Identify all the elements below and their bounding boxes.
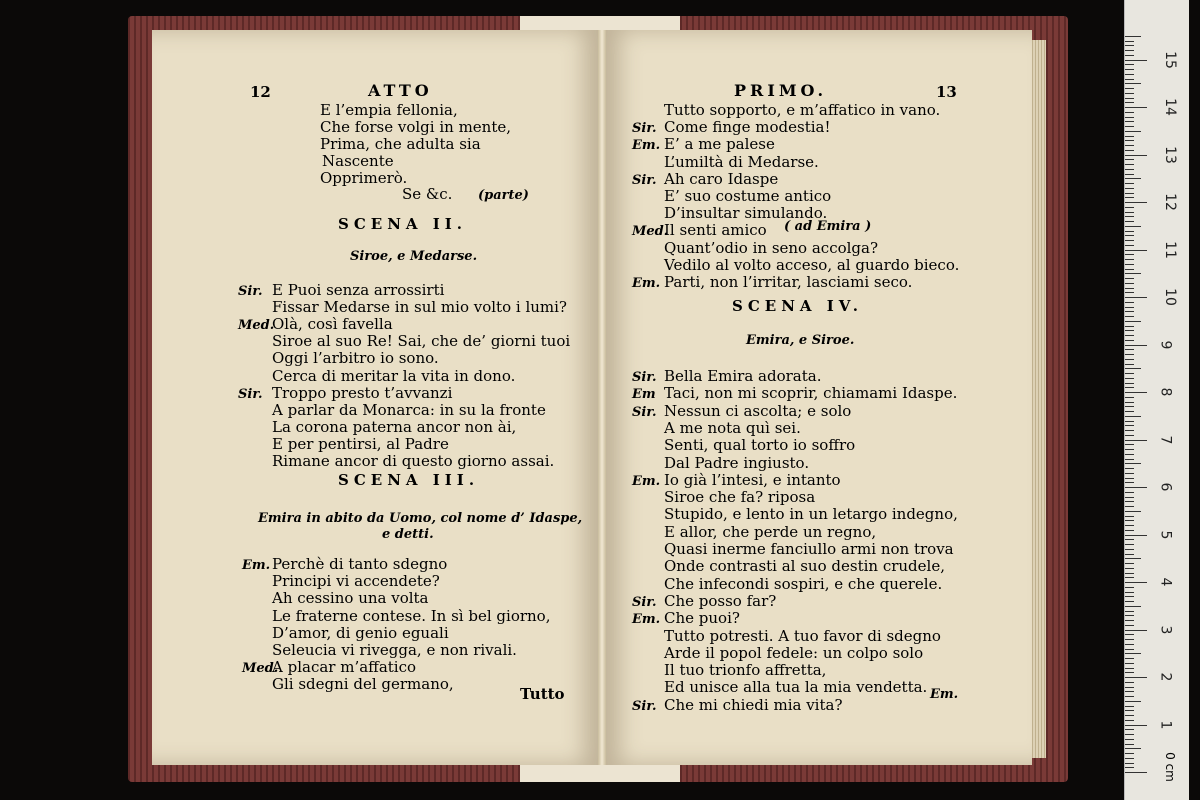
right-running-head: PRIMO.: [734, 81, 828, 100]
ruler-tick: [1125, 240, 1134, 241]
dialogue-line: A parlar da Monarca: in su la fronte: [272, 400, 546, 419]
ruler-tick: [1125, 60, 1147, 61]
dialogue-line: E allor, che perde un regno,: [664, 522, 877, 541]
ruler-tick: [1125, 701, 1141, 702]
ruler-tick: [1125, 79, 1134, 80]
ruler-tick: [1125, 615, 1134, 616]
speaker-label: Sir.: [632, 698, 657, 714]
ruler-tick: [1125, 620, 1134, 621]
ruler-tick: [1125, 150, 1134, 151]
ruler-tick: [1125, 649, 1134, 650]
ruler-tick: [1125, 216, 1134, 217]
dialogue-line: D’amor, di genio eguali: [272, 623, 449, 642]
dialogue-line: Che posso far?: [664, 591, 777, 610]
dialogue-line: Il tuo trionfo affretta,: [664, 661, 827, 680]
ruler-tick: [1125, 402, 1134, 403]
ruler-tick: [1125, 330, 1134, 331]
ruler-tick: [1125, 473, 1134, 474]
ruler-tick: [1125, 145, 1134, 146]
ruler-tick: [1125, 630, 1147, 631]
ruler-tick: [1125, 340, 1134, 341]
ruler-number: 13: [1161, 145, 1178, 164]
ruler-tick: [1125, 288, 1134, 289]
right-catchword: Em.: [930, 687, 959, 702]
ruler-tick: [1125, 202, 1147, 203]
ruler-tick: [1125, 302, 1134, 303]
ruler-tick: [1125, 193, 1134, 194]
ruler-tick: [1125, 720, 1134, 721]
ruler-tick: [1125, 492, 1134, 493]
ruler-tick: [1125, 378, 1134, 379]
dialogue-line: Ed unisce alla tua la mia vendetta.: [664, 678, 928, 697]
ruler-tick: [1125, 568, 1134, 569]
ruler-number: 1: [1157, 720, 1174, 729]
dialogue-line: E’ suo costume antico: [664, 187, 832, 205]
ruler-tick: [1125, 734, 1134, 735]
ruler-tick: [1125, 326, 1134, 327]
exit-line: Se &c.: [402, 185, 453, 203]
dialogue-line: A placar m’affatico: [272, 658, 417, 677]
speaker-label: Sir.: [632, 121, 657, 137]
ruler-tick: [1125, 197, 1134, 198]
ruler-tick: [1125, 50, 1134, 51]
speaker-label: Em.: [242, 558, 271, 573]
ruler-tick: [1125, 763, 1134, 764]
ruler-tick: [1125, 364, 1134, 365]
ruler-tick: [1125, 549, 1134, 550]
ruler-tick: [1125, 140, 1134, 141]
dialogue-line: Quant’odio in seno accolga?: [664, 238, 879, 257]
ruler-tick: [1125, 520, 1134, 521]
speaker-label: Em.: [632, 276, 661, 291]
ruler-tick: [1125, 634, 1134, 635]
ruler-tick: [1125, 406, 1134, 407]
ruler-tick: [1125, 435, 1134, 436]
ruler-tick: [1125, 563, 1134, 564]
ruler-tick: [1125, 349, 1134, 350]
ruler-tick: [1125, 245, 1134, 246]
ruler-tick: [1125, 392, 1147, 393]
ruler-tick: [1125, 55, 1134, 56]
ruler-number: 5: [1157, 530, 1174, 539]
left-page-number: 12: [250, 83, 271, 101]
ruler-tick: [1125, 359, 1134, 360]
ruler-tick: [1125, 126, 1134, 127]
ruler-tick: [1125, 69, 1134, 70]
dialogue-line: Il senti amico: [664, 221, 767, 240]
ruler-unit-label: 0 cm: [1162, 752, 1177, 782]
scene2-cast: Siroe, e Medarse.: [350, 249, 478, 264]
ruler-tick: [1125, 663, 1134, 664]
dialogue-line: Che mi chiedi mia vita?: [664, 695, 843, 714]
ruler-number: 2: [1157, 672, 1174, 682]
dialogue-line: Nessun ci ascolta; e solo: [664, 401, 852, 420]
ruler-tick: [1125, 625, 1134, 626]
ruler-tick: [1125, 758, 1134, 759]
ruler-tick: [1125, 653, 1141, 654]
ruler-tick: [1125, 74, 1134, 75]
ruler-tick: [1125, 710, 1134, 711]
ruler-number: 12: [1161, 193, 1178, 211]
ruler-tick: [1125, 416, 1141, 417]
ruler-tick: [1125, 292, 1134, 293]
dialogue-line: Arde il popol fedele: un colpo solo: [664, 643, 924, 662]
ruler-tick: [1125, 231, 1134, 232]
ruler-tick: [1125, 83, 1141, 84]
ruler-tick: [1125, 98, 1134, 99]
ruler-tick: [1125, 687, 1134, 688]
ruler-tick: [1125, 321, 1141, 322]
ruler-tick: [1125, 307, 1134, 308]
ruler-tick: [1125, 316, 1134, 317]
ruler-tick: [1125, 188, 1134, 189]
ruler-tick: [1125, 753, 1134, 754]
ruler-tick: [1125, 373, 1134, 374]
dialogue-line: Quasi inerme fanciullo armi non trova: [664, 540, 954, 558]
ruler-tick: [1125, 397, 1134, 398]
ruler-tick: [1125, 468, 1134, 469]
dialogue-line: E per pentirsi, al Padre: [272, 434, 449, 453]
ruler-tick: [1125, 430, 1134, 431]
ruler-tick: [1125, 587, 1134, 588]
ruler-tick: [1125, 169, 1134, 170]
speaker-label: Em.: [632, 612, 661, 628]
ruler-tick: [1125, 345, 1147, 346]
ruler-tick: [1125, 36, 1141, 37]
ruler-tick: [1125, 278, 1134, 279]
ruler-tick: [1125, 136, 1134, 137]
verse-line: E l’empia fellonia,: [320, 101, 458, 119]
ruler-tick: [1125, 639, 1134, 640]
page-edges: [1030, 40, 1046, 758]
scene3-cast-line2: e detti.: [382, 527, 434, 542]
ruler-tick: [1125, 273, 1141, 274]
ruler-tick: [1125, 226, 1141, 227]
dialogue-line: Perchè di tanto sdegno: [272, 555, 448, 573]
spine-bottom: [520, 762, 680, 782]
dialogue-line: Parti, non l’irritar, lasciami seco.: [664, 273, 913, 291]
dialogue-line: Cerca di meritar la vita in dono.: [272, 366, 516, 385]
ruler-tick: [1125, 501, 1134, 502]
ruler-tick: [1125, 739, 1134, 740]
ruler-tick: [1125, 691, 1134, 692]
ruler-tick: [1125, 41, 1134, 42]
ruler-tick: [1125, 259, 1134, 260]
ruler-tick: [1125, 354, 1134, 355]
ruler-tick: [1125, 611, 1134, 612]
ruler-tick: [1125, 658, 1134, 659]
ruler-number: 11: [1161, 240, 1178, 259]
ruler-tick: [1125, 706, 1134, 707]
ruler-tick: [1125, 767, 1134, 768]
ruler-tick: [1125, 411, 1134, 412]
ruler-number: 10: [1161, 288, 1178, 306]
ruler-tick: [1125, 449, 1134, 450]
dialogue-line: Olà, così favella: [272, 315, 393, 334]
ruler-tick: [1125, 487, 1147, 488]
book-gutter: [598, 30, 606, 765]
speaker-label: Med.: [238, 318, 275, 334]
aside-direction: ( ad Emira ): [784, 219, 872, 234]
ruler-tick: [1125, 178, 1141, 179]
ruler-tick: [1125, 573, 1134, 574]
ruler-tick: [1125, 668, 1134, 669]
ruler-tick: [1125, 539, 1134, 540]
scene4-title: SCENA IV.: [732, 297, 864, 315]
ruler-tick: [1125, 117, 1134, 118]
speaker-label: Sir.: [632, 404, 657, 420]
ruler-tick: [1125, 421, 1134, 422]
ruler-tick: [1125, 93, 1134, 94]
ruler-tick: [1125, 577, 1134, 578]
ruler-tick: [1125, 311, 1134, 312]
ruler-tick: [1125, 644, 1134, 645]
ruler-tick: [1125, 511, 1141, 512]
ruler-tick: [1125, 606, 1141, 607]
ruler-tick: [1125, 107, 1147, 108]
dialogue-line: L’umiltà di Medarse.: [664, 152, 819, 171]
left-catchword: Tutto: [520, 685, 565, 703]
ruler-tick: [1125, 45, 1134, 46]
exit-note: (parte): [478, 188, 529, 203]
dialogue-line: Taci, non mi scoprir, chiamami Idaspe.: [664, 384, 958, 403]
ruler-tick: [1125, 601, 1134, 602]
speaker-label: Sir.: [238, 284, 263, 299]
scene3-title: SCENA III.: [338, 471, 480, 489]
dialogue-line: Ah caro Idaspe: [664, 169, 779, 188]
dialogue-line: Gli sdegni del germano,: [272, 675, 454, 694]
ruler-tick: [1125, 672, 1134, 673]
verse-line: Opprimerò.: [320, 169, 408, 187]
dialogue-line: E’ a me palese: [664, 135, 775, 154]
ruler-tick: [1125, 459, 1134, 460]
speaker-label: Em: [632, 387, 656, 403]
dialogue-line: Seleucia vi rivegga, e non rivali.: [272, 641, 517, 659]
ruler-tick: [1125, 729, 1134, 730]
ruler-number: 15: [1161, 50, 1178, 69]
scene2-title: SCENA II.: [338, 215, 468, 233]
dialogue-line: Tutto sopporto, e m’affatico in vano.: [664, 101, 941, 119]
verse-line: Che forse volgi in mente,: [320, 118, 512, 136]
ruler-tick: [1125, 102, 1134, 103]
ruler-tick: [1125, 558, 1141, 559]
ruler-tick: [1125, 297, 1147, 298]
ruler-tick: [1125, 544, 1134, 545]
ruler-tick: [1125, 159, 1134, 160]
dialogue-line: E Puoi senza arrossirti: [272, 281, 445, 299]
ruler-tick: [1125, 596, 1134, 597]
ruler-tick: [1125, 250, 1147, 251]
ruler-tick: [1125, 592, 1134, 593]
ruler-tick: [1125, 387, 1134, 388]
dialogue-line: Ah cessino una volta: [272, 589, 429, 608]
ruler-tick: [1125, 269, 1134, 270]
measuring-ruler: [1124, 0, 1189, 800]
dialogue-line: Stupido, e lento in un letargo indegno,: [664, 505, 958, 524]
ruler-tick: [1125, 440, 1147, 441]
ruler-tick: [1125, 383, 1134, 384]
ruler-tick: [1125, 506, 1134, 507]
ruler-number: 4: [1157, 577, 1174, 587]
speaker-label: Em.: [632, 473, 661, 489]
ruler-tick: [1125, 715, 1134, 716]
ruler-tick: [1125, 121, 1134, 122]
dialogue-line: Le fraterne contese. In sì bel giorno,: [272, 606, 551, 625]
dialogue-line: Che puoi?: [664, 609, 740, 628]
dialogue-line: Senti, qual torto io soffro: [664, 436, 856, 455]
ruler-tick: [1125, 772, 1147, 773]
ruler-tick: [1125, 264, 1134, 265]
dialogue-line: Troppo presto t’avvanzi: [272, 383, 453, 402]
ruler-tick: [1125, 368, 1141, 369]
ruler-number: 6: [1157, 482, 1174, 492]
ruler-tick: [1125, 525, 1134, 526]
ruler-tick: [1125, 235, 1134, 236]
scene4-cast: Emira, e Siroe.: [746, 333, 855, 348]
ruler-tick: [1125, 112, 1134, 113]
ruler-tick: [1125, 335, 1134, 336]
ruler-tick: [1125, 164, 1134, 165]
verse-line: Prima, che adulta sia: [320, 135, 481, 153]
ruler-tick: [1125, 482, 1134, 483]
ruler-tick: [1125, 677, 1147, 678]
dialogue-line: Siroe che fa? riposa: [664, 488, 816, 507]
speaker-label: Med.: [632, 224, 669, 240]
ruler-number: 9: [1157, 340, 1174, 349]
ruler-tick: [1125, 696, 1134, 697]
ruler-number: 14: [1161, 98, 1178, 116]
dialogue-line: Rimane ancor di questo giorno assai.: [272, 452, 555, 470]
dialogue-line: La corona paterna ancor non ài,: [272, 417, 517, 436]
ruler-tick: [1125, 497, 1134, 498]
ruler-tick: [1125, 463, 1141, 464]
ruler-tick: [1125, 554, 1134, 555]
ruler-number: 3: [1157, 625, 1174, 634]
dialogue-line: D’insultar simulando.: [664, 204, 828, 223]
ruler-tick: [1125, 454, 1134, 455]
ruler-tick: [1125, 478, 1134, 479]
speaker-label: Med.: [242, 661, 279, 677]
dialogue-line: Oggi l’arbitro io sono.: [272, 349, 439, 368]
ruler-tick: [1125, 64, 1134, 65]
ruler-tick: [1125, 212, 1134, 213]
ruler-tick: [1125, 88, 1134, 89]
dialogue-line: Fissar Medarse in sul mio volto i lumi?: [272, 298, 567, 317]
ruler-tick: [1125, 535, 1147, 536]
dialogue-line: Siroe al suo Re! Sai, che de’ giorni tuoi: [272, 332, 571, 351]
right-page-number: 13: [936, 83, 957, 101]
left-running-head: ATTO: [368, 81, 433, 100]
verse-line: Nascente: [322, 152, 394, 170]
dialogue-line: Vedilo al volto acceso, al guardo bieco.: [664, 255, 960, 274]
dialogue-line: Io già l’intesi, e intanto: [664, 470, 841, 489]
ruler-tick: [1125, 682, 1134, 683]
dialogue-line: A me nota quì sei.: [664, 418, 801, 437]
speaker-label: Sir.: [632, 172, 657, 188]
ruler-tick: [1125, 516, 1134, 517]
ruler-tick: [1125, 725, 1147, 726]
scene3-cast-line1: Emira in abito da Uomo, col nome d’ Idaspe,: [258, 511, 583, 526]
ruler-tick: [1125, 254, 1134, 255]
ruler-tick: [1125, 183, 1134, 184]
ruler-tick: [1125, 155, 1147, 156]
ruler-tick: [1125, 530, 1134, 531]
dialogue-line: Principi vi accendete?: [272, 572, 440, 591]
ruler-tick: [1125, 221, 1134, 222]
speaker-label: Em.: [632, 138, 661, 154]
speaker-label: Sir.: [632, 594, 657, 610]
ruler-tick: [1125, 207, 1134, 208]
speaker-label: Sir.: [632, 370, 657, 385]
ruler-tick: [1125, 425, 1134, 426]
ruler-tick: [1125, 283, 1134, 284]
dialogue-line: Dal Padre ingiusto.: [664, 453, 810, 472]
dialogue-line: Che infecondi sospiri, e che querele.: [664, 574, 943, 593]
ruler-number: 7: [1157, 435, 1174, 444]
dialogue-line: Tutto potresti. A tuo favor di sdegno: [664, 626, 941, 645]
speaker-label: Sir.: [238, 386, 263, 402]
ruler-tick: [1125, 582, 1147, 583]
dialogue-line: Onde contrasti al suo destin crudele,: [664, 557, 945, 576]
ruler-tick: [1125, 131, 1141, 132]
ruler-tick: [1125, 744, 1134, 745]
ruler-number: 8: [1157, 387, 1174, 397]
ruler-tick: [1125, 444, 1134, 445]
ruler-tick: [1125, 748, 1141, 749]
dialogue-line: Come finge modestia!: [664, 118, 831, 137]
dialogue-line: Bella Emira adorata.: [664, 367, 822, 385]
ruler-tick: [1125, 174, 1134, 175]
